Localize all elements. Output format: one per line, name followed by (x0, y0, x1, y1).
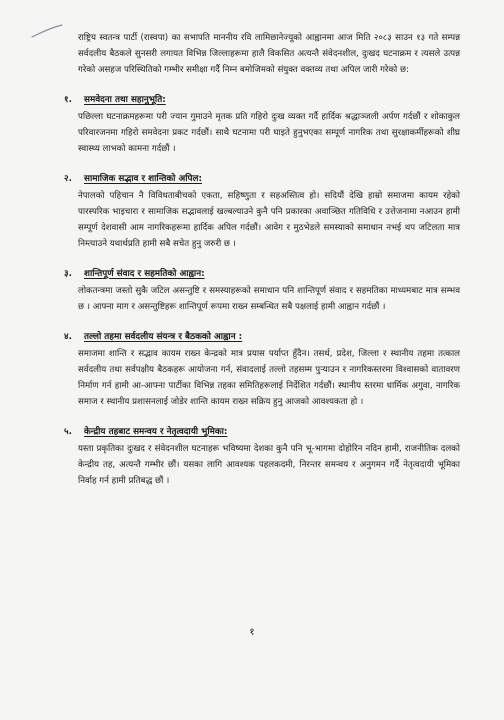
section-number: ३. (64, 269, 72, 279)
section-local-mechanism (64, 329, 460, 410)
section-heading (64, 329, 460, 345)
section-title: समवेदना तथा सहानुभूति: (84, 95, 166, 105)
section-peaceful-dialogue (64, 266, 460, 315)
section-body: यस्ता प्रकृतिका दुःखद र संवेदनशील घटनाहरू भविष्यमा देशका कुनै पनि भू-भागमा दोहोरिन नदिन हामी, राजनीतिक दलको केन्द्रीय तह, अत्यन्तै गम्भीर छौं। यसका लागि आवश्यक पहलकदमी, निरन्तर समन्वय र अनुगमन गर्दै नेतृत्वदायी भूमिका निर्वाह गर्न हामी प्रतिबद्ध छौं । (78, 444, 460, 486)
section-title: सामाजिक सद्भाव र शान्तिको अपिल: (84, 174, 203, 184)
section-central-coordination (64, 424, 460, 489)
intro-paragraph: राष्ट्रिय स्वतन्त्र पार्टी (रास्वपा) का सभापति माननीय रवि लामिछानेज्यूको आह्वानमा आज मिति २०८३ साउन १३ गते सम्पन्न सर्वदलीय बैठकले सुनसरी लगायत विभिन्न जिल्लाहरूमा हालै विकसित अत्यन्तै संवेदनशील, दुःखद घटनाक्रम र त्यसले उत्पन्न गरेको असहज परिस्थितिको गम्भीर समीक्षा गर्दै निम्न बमोजिमको संयुक्त वक्तव्य तथा अपिल जारी गरेको छ: (78, 33, 460, 75)
section-heading (64, 171, 460, 187)
section-number: ५. (64, 427, 72, 437)
section-heading (64, 266, 460, 282)
pen-stroke-mark (30, 22, 64, 40)
section-heading (64, 92, 460, 108)
section-body: समाजमा शान्ति र सद्भाव कायम राख्न केन्द्रको मात्र प्रयास पर्याप्त हुँदैन। तसर्थ, प्रदेश, जिल्ला र स्थानीय तहमा तत्काल सर्वदलीय तथा सर्वपक्षीय बैठकहरू आयोजना गर्न, संवादलाई तल्लो तहसम्म पुऱ्याउन र नागरिकस्तरमा विश्वासको वातावरण निर्माण गर्न हामी आ-आफ्ना पार्टीका विभिन्न तहका समितिहरूलाई निर्देशित गर्दछौं। स्थानीय स्तरमा धार्मिक अगुवा, नागरिक समाज र स्थानीय प्रशासनलाई जोडेर शान्ति कायम राख्न सक्रिय हुनु आजको आवश्यकता हो । (78, 349, 460, 407)
section-number: १. (64, 95, 72, 105)
section-condolence (64, 92, 460, 157)
section-body: लोकतन्त्रमा जस्तो सुकै जटिल असन्तुष्टि र समस्याहरूको समाधान पनि शान्तिपूर्ण संवाद र सहमतिका माध्यमबाट मात्र सम्भव छ । आफ्ना माग र असन्तुष्टिहरू शान्तिपूर्ण रूपमा राख्न सम्बन्धित सबै पक्षलाई हामी आह्वान गर्दछौं । (78, 286, 460, 312)
section-body: नेपालको पहिचान नै विविधताबीचको एकता, सहिष्णुता र सहअस्तित्व हो। सदियौं देखि हाम्रो समाजमा कायम रहेको पारस्परिक भाइचारा र सामाजिक सद्भावलाई खल्बल्याउने कुनै पनि प्रकारका अवाञ्छित गतिविधि र उत्तेजनामा नआउन हामी सम्पूर्ण देशवासी आम नागरिकहरूमा हार्दिक अपिल गर्दछौं। आवेग र मुठभेडले समस्याको समाधान नभई थप जटिलता मात्र निम्त्याउने यथार्थप्रति हामी सबै सचेत हुनु जरुरी छ । (78, 191, 460, 249)
section-number: ४. (64, 332, 72, 342)
section-social-harmony (64, 171, 460, 252)
section-body: पछिल्ला घटनाक्रमहरूमा परी ज्यान गुमाउने मृतक प्रति गहिरो दुःख व्यक्त गर्दै हार्दिक श्रद्धाञ्जली अर्पण गर्दछौं र शोकाकुल परिवारजनमा गहिरो समवेदना प्रकट गर्दछौं। साथै घटनामा परी घाइते हुनुभएका सम्पूर्ण नागरिक तथा सुरक्षाकर्मीहरूको शीघ्र स्वास्थ्य लाभको कामना गर्दछौं । (78, 112, 460, 154)
section-title: तल्लो तहमा सर्वदलीय संयन्त्र र बैठकको आह्वान : (84, 332, 243, 342)
page-number: १ (249, 627, 255, 638)
section-title: शान्तिपूर्ण संवाद र सहमतिको आह्वान: (84, 269, 205, 279)
section-number: २. (64, 174, 72, 184)
section-heading (64, 424, 460, 440)
section-title: केन्द्रीय तहबाट समन्वय र नेतृत्वदायी भूमिका: (84, 427, 228, 437)
